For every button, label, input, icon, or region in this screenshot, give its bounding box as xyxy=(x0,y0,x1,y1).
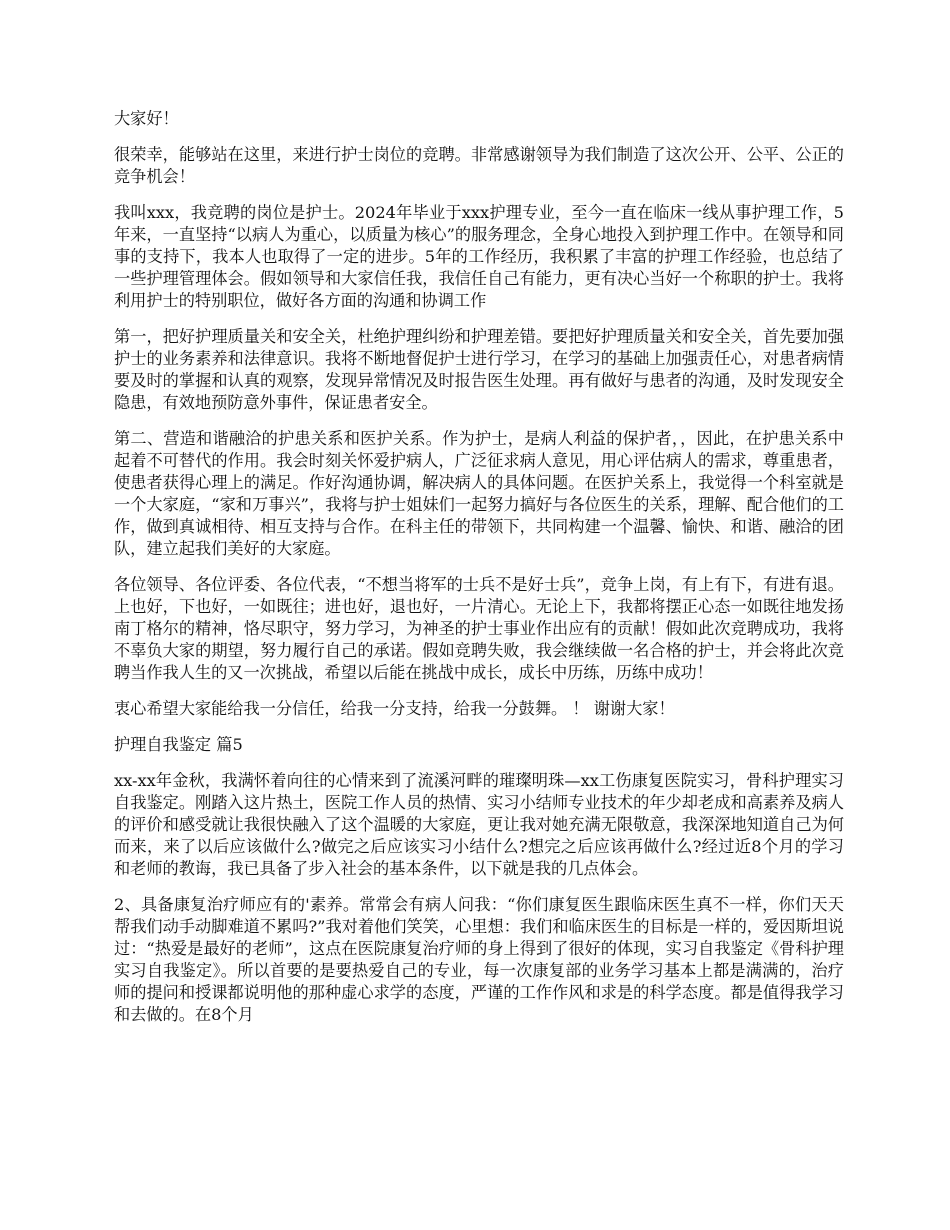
thanks-paragraph: 衷心希望大家能给我一分信任，给我一分支持，给我一分鼓舞。 ！ 谢谢大家！ xyxy=(114,699,675,718)
second-point-paragraph: 第二、营造和谐融洽的护患关系和医护关系。作为护士，是病人利益的保护者，，因此，在护患关系中起着不可替代的作用。我会时刻关怀爱护病人，广泛征求病人意见，用心评估病人的需求，尊重患者，使患者获得心理上的满足。作好沟通协调，解决病人的具体问题。在医护关系上，我觉得一个科室就是一个大家庭，“家和万事兴”，我将与护士姐妹们一起努力搞好与各位医生的关系，理解、配合他们的工作，做到真诚相待、相互支持与合作。在科主任的带领下，共同构建一个温馨、愉快、和谐、融洽的团队，建立起我们美好的大家庭。 xyxy=(114,429,844,558)
section-heading: 护理自我鉴定 篇5 xyxy=(114,735,243,754)
greeting-paragraph: 大家好！ xyxy=(114,109,179,128)
closing-appeal-paragraph: 各位领导、各位评委、各位代表，“不想当将军的士兵不是好士兵”，竞争上岗，有上有下，有进有退。上也好，下也好，一如既往；进也好，退也好，一片清心。无论上下，我都将摆正心态一如既往地发扬南丁格尔的精神，恪尽职守，努力学习，为神圣的护士事业作出应有的贡献！假如此次竞聘成功，我将不辜负大家的期望，努力履行自己的承诺。假如竞聘失败，我会继续做一名合格的护士，并会将此次竞聘当作我人生的又一次挑战，希望以后能在挑战中成长，成长中历练，历练中成功！ xyxy=(114,575,844,682)
intro-paragraph: 很荣幸，能够站在这里，来进行护士岗位的竞聘。非常感谢领导为我们制造了这次公开、公平、公正的竞争机会！ xyxy=(114,145,844,186)
document-body xyxy=(114,108,844,1040)
internship-paragraph: xx-xx年金秋，我满怀着向往的心情来到了流溪河畔的璀璨明珠—xx工伤康复医院实习，骨科护理实习自我鉴定。刚踏入这片热土，医院工作人员的热情、实习小结师专业技术的年少却老成和高素养及病人的评价和感受就让我很快融入了这个温暖的大家庭，更让我对她充满无限敬意，我深深地知道自己为何而来，来了以后应该做什么?做完之后应该实习小结什么?想完之后应该再做什么?经过近8个月的学习和老师的教诲，我已具备了步入社会的基本条件，以下就是我的几点体会。 xyxy=(114,771,844,878)
first-point-paragraph: 第一，把好护理质量关和安全关，杜绝护理纠纷和护理差错。要把好护理质量关和安全关，首先要加强护士的业务素养和法律意识。我将不断地督促护士进行学习，在学习的基础上加强责任心，对患者病情要及时的掌握和认真的观察，发现异常情况及时报告医生处理。再有做好与患者的沟通，及时发现安全隐患，有效地预防意外事件，保证患者安全。 xyxy=(114,327,844,412)
self-introduction-paragraph: 我叫xxx，我竞聘的岗位是护士。2024年毕业于xxx护理专业，至今一直在临床一线从事护理工作，5年来，一直坚持“以病人为重心，以质量为核心”的服务理念，全身心地投入到护理工作中。在领导和同事的支持下，我本人也取得了一定的进步。5年的工作经历，我积累了丰富的护理工作经验，也总结了一些护理管理体会。假如领导和大家信任我，我信任自己有能力，更有决心当好一个称职的护士。我将利用护士的特别职位，做好各方面的沟通和协调工作 xyxy=(114,203,844,310)
qualities-paragraph: 2、具备康复治疗师应有的'素养。常常会有病人问我：“你们康复医生跟临床医生真不一样，你们天天帮我们动手动脚难道不累吗?”我对着他们笑笑，心里想：我们和临床医生的目标是一样的，爱因斯坦说过：“热爱是最好的老师”，这点在医院康复治疗师的身上得到了很好的体现，实习自我鉴定《骨科护理实习自我鉴定》。所以首要的是要热爱自己的专业，每一次康复部的业务学习基本上都是满满的，治疗师的提问和授课都说明他的那种虚心求学的态度，严谨的工作作风和求是的科学态度。都是值得我学习和去做的。在8个月 xyxy=(114,895,844,1024)
